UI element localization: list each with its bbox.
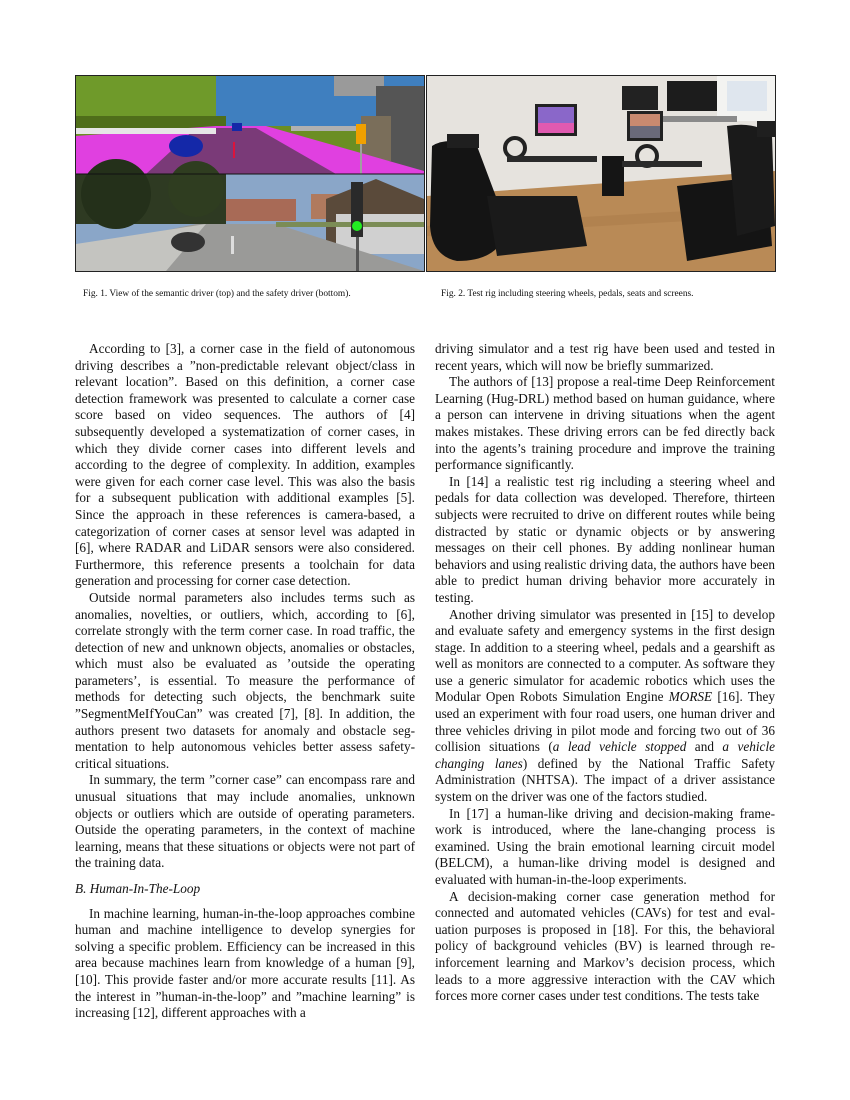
paragraph-test-rig-14: In [14] a realistic test rig including a steering wheel and pedals for data collection was developed. Therefore, thirteen subjects were recruited to drive on different routes while being distracted by static or dynamic objects or by answering messages on their cell phones. By adding nonlinear human behaviors and using realistic driving data, the authors have been able to predict human driving behavior more accurately in testing. (435, 473, 775, 605)
semantic-segmentation-view (76, 76, 424, 174)
left-text-column (75, 341, 415, 1022)
sim-text-b: [16]. They used an experiment with four road users, one human driver and three vehicles driving in pilot mode and forcing two out of 36 collision situations ( (435, 689, 775, 755)
test-rig-photo (427, 76, 775, 271)
sim-text-d: ) defined by the National Traffic Safety Administration (NHTSA). The impact of a driver assistance system on the driver was one of the factors studied. (435, 755, 775, 805)
figure-2-caption: Fig. 2. Test rig including steering wheels, pedals, seats and screens. (441, 289, 694, 299)
sim-text-c: and (686, 739, 723, 755)
figure-2-image (426, 75, 776, 272)
paragraph-hug-drl: The authors of [13] propose a real-time Deep Reinforcement Learning (Hug-DRL) method based on human guidance, where a person can intervene in driving situations when the agent makes mistakes. These driving errors can be fed directly back into the agents’s training procedure and improve the training performance significantly. (435, 374, 775, 473)
safety-driver-view (76, 159, 424, 271)
paragraph-outside-normal-parameters: Outside normal parameters also includes terms such as anomalies, novelties, or outliers, which, according to [6], correlate strongly with the term corner case. In road traffic, the detection of new and unknown objects, anomalies or obstacles, which must also be evaluated as ’outside the operating parameters’, is essential. To measure the performance of methods for detecting such objects, the benchmark suite ”SegmentMeIfYouCan” was created [7], [8]. In addition, the authors present two datasets for anomaly and obstacle segmentation to help autonomous vehicles better assess safety-critical situations. (75, 589, 415, 771)
morse-term: MORSE (668, 689, 713, 705)
section-heading-human-in-the-loop: B. Human-In-The-Loop (75, 881, 201, 896)
sim-text-a: Another driving simulator was presented in [15] to develop and evaluate safety and emergency systems in the first design stage. In addition to a steering wheel, pedals and a gearshift as well as monitors are connected to a computer. As software they use a generic simulator for academic robotics which uses the Modular Open Robots Simulation Engine (435, 606, 775, 705)
paragraph-human-in-the-loop-intro: In machine learning, human-in-the-loop approaches combine human and machine intelligence to develop synergies for solving a specific problem. Efficiency can be increased in this area because machines learn from knowledge of a human [9], [10]. This provide faster and/or more accurate results [11]. As the interest in ”human-in-the-loop” and ”machine learning” is increasing [12], different approaches with a (75, 905, 415, 1021)
figure-1-caption: Fig. 1. View of the semantic driver (top) and the safety driver (bottom). (83, 289, 351, 299)
paragraph-human-like-driving-17: In [17] a human-like driving and decision-making framework is introduced, where the lane-changing process is examined. Using the brain emotional learning circuit model (BELCM), a human-like driving model is designed and evaluated with human-in-the-loop experiments. (435, 805, 775, 887)
figure-1-image (75, 75, 425, 272)
right-text-column (435, 341, 775, 1005)
lead-vehicle-term: a lead vehicle stopped (552, 739, 687, 755)
paragraph-corner-case-definition: According to [3], a corner case in the field of autonomous driving describes a ”non-predictable relevant object/class in relevant location”. Based on this definition, a corner case detection framework was presented to calculate a corner case score based on video sequences. The authors of [4] subsequently developed a systematization of corner cases, in which they divide corner cases into different levels and according to the degree of complexity. In addition, examples were given for each corner case level. This was also the basis for a subsequent publication with additional examples [5]. Since the approach in these references is camera-based, a categorization of corner cases at sensor level was adapted in [6], where RADAR and LiDAR sensors were also considered. Furthermore, this reference presents a toolchain for data generation and processing for corner case detection. (75, 341, 415, 589)
changing-lanes-term: a vehicle changing lanes (435, 739, 776, 771)
paragraph-corner-case-generation-18: A decision-making corner case generation method for connected and automated vehicles (CAVs) for test and evaluation purposes is proposed in [18]. For this, the behavioral policy of background vehicles (BV) is learned through reinforcement learning and Markov’s decision process, which leads to a more aggressive interaction with the CAV which forces more corner cases under test conditions. The tests take (435, 888, 775, 1004)
paragraph-driving-simulator-15 (435, 607, 775, 806)
paragraph-summary-corner-case: In summary, the term ”corner case” can encompass rare and unusual situations that may include anomalies, unknown objects or outliers which are outside of operating parameters. Outside the operating parameters, in the context of machine learning, means that these situations or objects were not part of the training data. (75, 772, 415, 871)
paragraph-continuation: driving simulator and a test rig have been used and tested in recent years, which will now be briefly summarized. (435, 341, 775, 373)
